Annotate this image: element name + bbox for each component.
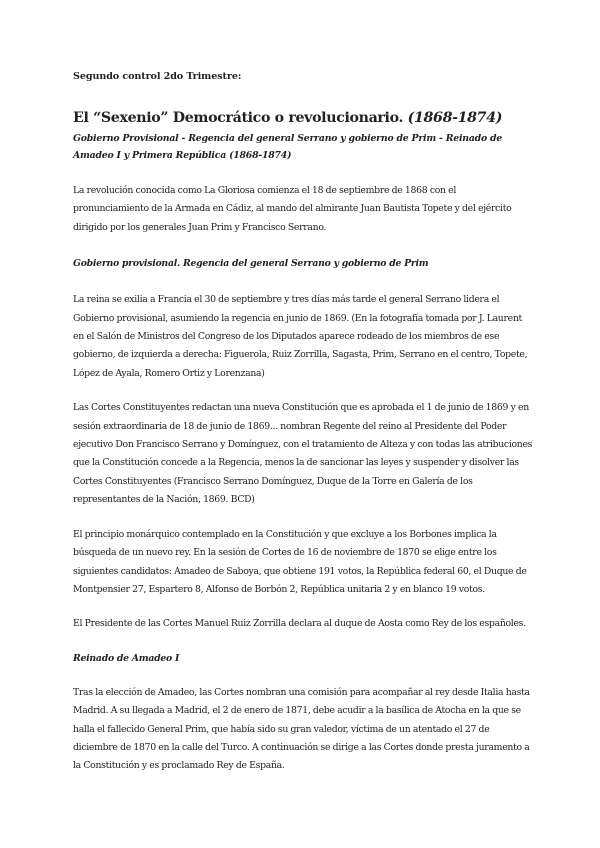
document-page (73, 70, 533, 776)
intro-paragraph: La revolución conocida como La Gloriosa comienza el 18 de septiembre de 1868 con el pronunciamiento de la Armada en Cádiz, al mando del almirante Juan Bautista Topete y del ejército dirigido por los generales Juan Prim y Francisco Serrano. (73, 185, 512, 233)
paragraph-cortes-constituyentes: Las Cortes Constituyentes redactan una nueva Constitución que es aprobada el 1 de junio de 1869 y en sesión extraordinaria de 18 de junio de 1869... nombran Regente del reino al Presidente del Poder ejecutivo Don Francisco Serrano y Domínguez, con el tratamiento de Alteza y con todas las atribuciones que la Constitución concede a la Regencia, menos la de sancionar las leyes y suspender y disolver las Cortes Constituyentes (Francisco Serrano Domínguez, Duque de la Torre en Galería de los representantes de la Nación, 1869. BCD) (73, 402, 533, 506)
title-years: (1868-1874) (407, 110, 503, 126)
paragraph-exilio-regencia: La reina se exilia a Francia el 30 de septiembre y tres días más tarde el general Serrano lidera el Gobierno provisional, asumiendo la regencia en junio de 1869. (En la fotografía tomada por J. Laurent en el Salón de Ministros del Congreso de los Diputados aparece rodeado de los miembros de ese gobierno, de izquierda a derecha: Figuerola, Ruiz Zorrilla, Sagasta, Prim, Serrano en el centro, Topete, López de Ayala, Romero Ortiz y Lorenzana) (73, 294, 528, 379)
document-title (73, 108, 533, 128)
paragraph-ruiz-zorrilla: El Presidente de las Cortes Manuel Ruiz Zorrilla declara al duque de Aosta como Rey de los españoles. (73, 618, 526, 630)
paragraph-principio-monarquico: El principio monárquico contemplado en la Constitución y que excluye a los Borbones implica la búsqueda de un nuevo rey. En la sesión de Cortes de 16 de noviembre de 1870 se elige entre los siguientes candidatos: Amadeo de Saboya, que obtiene 191 votos, la República federal 60, el Duque de Montpensier 27, Espartero 8, Alfonso de Borbón 2, República unitaria 2 y en blanco 19 votos. (73, 528, 527, 595)
document-kicker: Segundo control 2do Trimestre: (73, 71, 242, 82)
section-heading-reinado-amadeo: Reinado de Amadeo I (73, 652, 180, 664)
title-text: El “Sexenio” Democrático o revolucionario. (73, 110, 408, 126)
paragraph-eleccion-amadeo: Tras la elección de Amadeo, las Cortes nombran una comisión para acompañar al rey desde Italia hasta Madrid. A su llegada a Madrid, el 2 de enero de 1871, debe acudir a la basílica de Atocha en la que se halla el fallecido General Prim, que había sido su gran valedor, víctima de un atentado el 27 de diciembre de 1870 en la calle del Turco. A continuación se dirige a las Cortes donde presta juramento a la Constitución y es proclamado Rey de España. (73, 686, 530, 772)
section-heading-gobierno-provisional: Gobierno provisional. Regencia del general Serrano y gobierno de Prim (73, 258, 429, 270)
document-subtitle: Gobierno Provisional - Regencia del general Serrano y gobierno de Prim - Reinado de Amadeo I y Primera República (1868-1874) (73, 133, 503, 161)
